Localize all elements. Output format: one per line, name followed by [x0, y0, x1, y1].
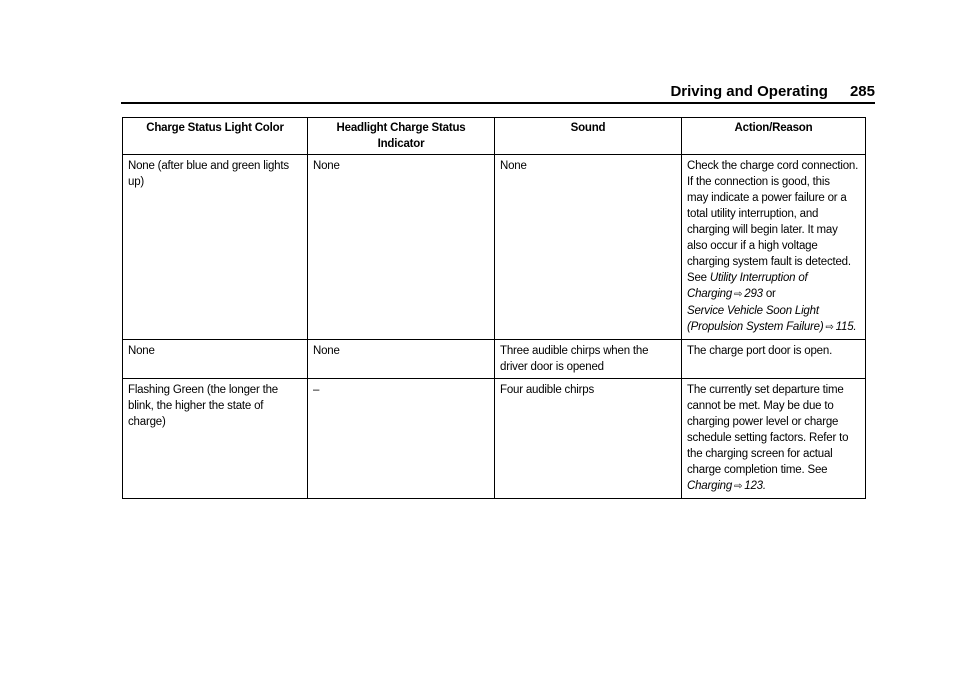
action-reason-cell: The charge port door is open. — [682, 340, 866, 379]
page-reference-arrow-icon: ⇨ — [825, 322, 834, 333]
page-number: 285 — [849, 83, 875, 100]
table-header-row — [123, 118, 866, 155]
action-reason-cell — [682, 155, 866, 340]
light-color-cell: None (after blue and green lights up) — [123, 155, 308, 340]
action-line: schedule setting factors. Refer to — [687, 432, 849, 444]
sound-cell: None — [495, 155, 682, 340]
table-row — [123, 379, 866, 499]
cross-reference-link[interactable]: Charging — [687, 288, 733, 300]
page-reference-number[interactable]: 123. — [744, 480, 766, 492]
page-reference-number[interactable]: 115. — [835, 321, 857, 333]
section-title: Driving and Operating — [670, 83, 828, 100]
page-reference-number[interactable]: 293 — [744, 288, 763, 300]
page-reference-arrow-icon: ⇨ — [734, 289, 743, 300]
charge-status-table — [122, 117, 866, 499]
action-line: charge completion time. See — [687, 464, 828, 476]
light-color-cell: None — [123, 340, 308, 379]
page-reference-arrow-icon: ⇨ — [734, 481, 743, 492]
action-line: cannot be met. May be due to — [687, 400, 834, 412]
headlight-indicator-cell: None — [308, 155, 495, 340]
action-line: total utility interruption, and — [687, 208, 819, 220]
column-header: Charge Status Light Color — [123, 118, 308, 155]
or-text: or — [765, 288, 776, 300]
cross-reference-link[interactable]: Charging — [687, 480, 733, 492]
headlight-indicator-cell: – — [308, 379, 495, 499]
action-line: charging system fault is detected. — [687, 256, 851, 268]
page-header — [121, 82, 875, 104]
action-line: Check the charge cord connection. — [687, 160, 859, 172]
cross-reference-link[interactable]: (Propulsion System Failure) — [687, 321, 824, 333]
cross-reference-link[interactable]: Utility Interruption of — [709, 272, 808, 284]
action-line: the charging screen for actual — [687, 448, 833, 460]
see-text: See — [687, 272, 707, 284]
column-header: Sound — [495, 118, 682, 155]
action-line: charging power level or charge — [687, 416, 839, 428]
cross-reference-link[interactable]: Service Vehicle Soon Light — [687, 305, 819, 317]
action-line: The currently set departure time — [687, 384, 844, 396]
action-line: If the connection is good, this — [687, 176, 830, 188]
table-row — [123, 340, 866, 379]
table-row — [123, 155, 866, 340]
headlight-indicator-cell: None — [308, 340, 495, 379]
sound-cell: Four audible chirps — [495, 379, 682, 499]
column-header: Action/Reason — [682, 118, 866, 155]
light-color-cell: Flashing Green (the longer the blink, the higher the state of charge) — [123, 379, 308, 499]
column-header: Headlight Charge Status Indicator — [308, 118, 495, 155]
action-reason-cell — [682, 379, 866, 499]
action-line: may indicate a power failure or a — [687, 192, 847, 204]
action-line: also occur if a high voltage — [687, 240, 818, 252]
sound-cell: Three audible chirps when the driver door is opened — [495, 340, 682, 379]
action-line: charging will begin later. It may — [687, 224, 838, 236]
